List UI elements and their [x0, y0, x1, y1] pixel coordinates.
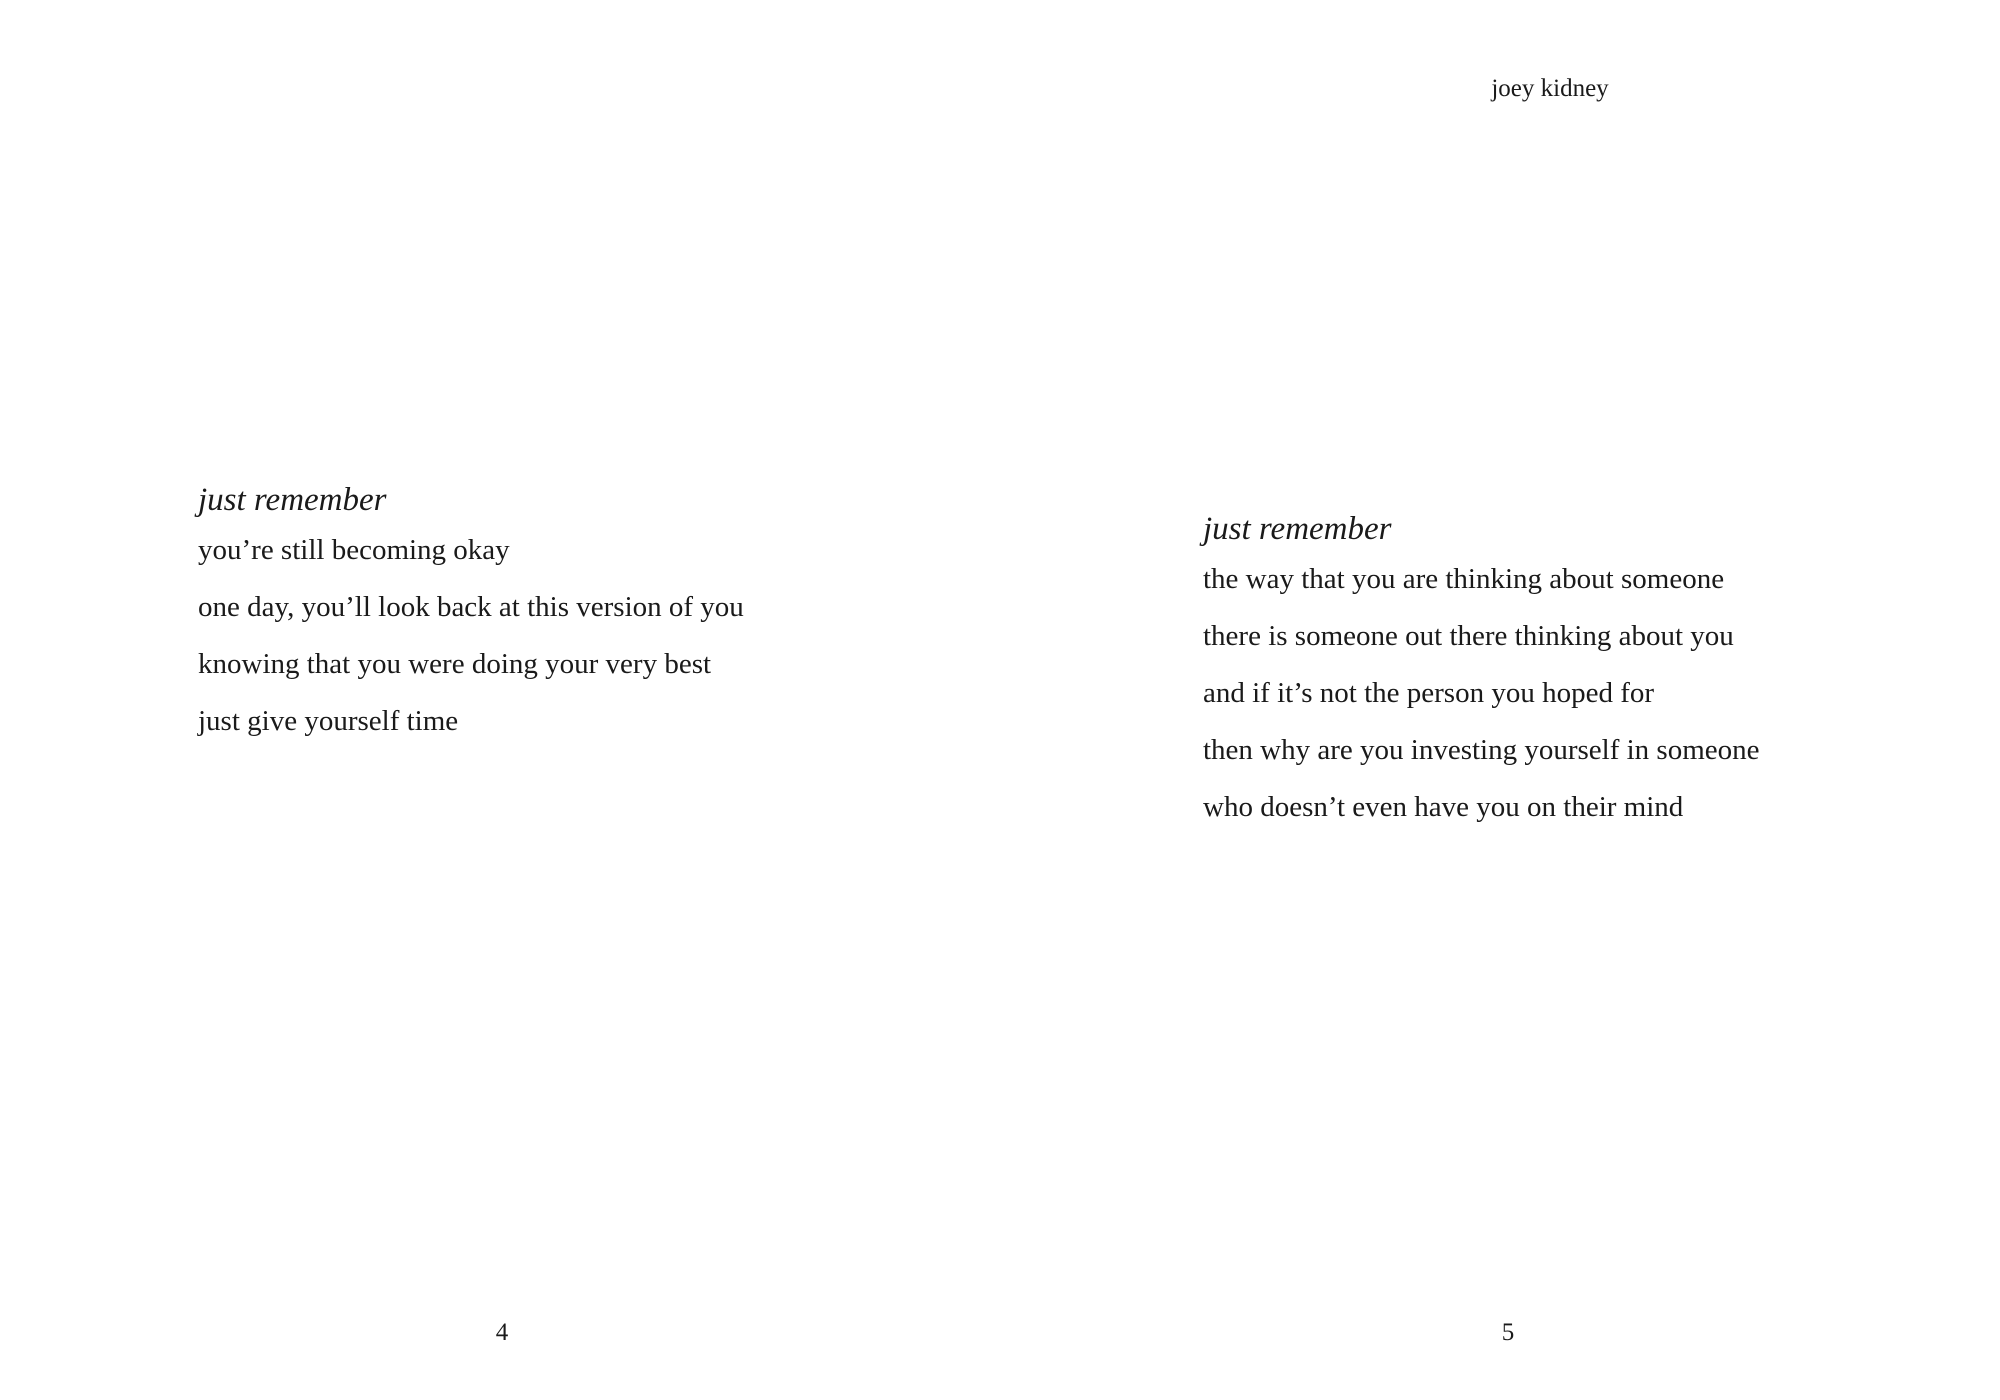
- running-header-author: joey kidney: [1491, 75, 1609, 102]
- poem-line: just give yourself time: [198, 705, 459, 737]
- poem-line: you’re still becoming okay: [198, 534, 510, 566]
- poem-line: the way that you are thinking about someone: [1203, 563, 1725, 595]
- page-number-right: 5: [1501, 1319, 1515, 1346]
- poem-title: just remember: [1203, 511, 1392, 547]
- poem-line: knowing that you were doing your very best: [198, 648, 712, 680]
- right-page: [1000, 0, 2000, 1400]
- poem-line: who doesn’t even have you on their mind: [1203, 791, 1684, 823]
- poem-right: [1203, 509, 1760, 846]
- poem-line: then why are you investing yourself in someone: [1203, 734, 1760, 766]
- poem-line: one day, you’ll look back at this version of you: [198, 591, 744, 623]
- poem-left: [198, 480, 744, 760]
- poem-title: just remember: [198, 482, 387, 518]
- poem-line: and if it’s not the person you hoped for: [1203, 677, 1655, 709]
- poem-line: there is someone out there thinking about you: [1203, 620, 1734, 652]
- page-number-left: 4: [495, 1319, 509, 1346]
